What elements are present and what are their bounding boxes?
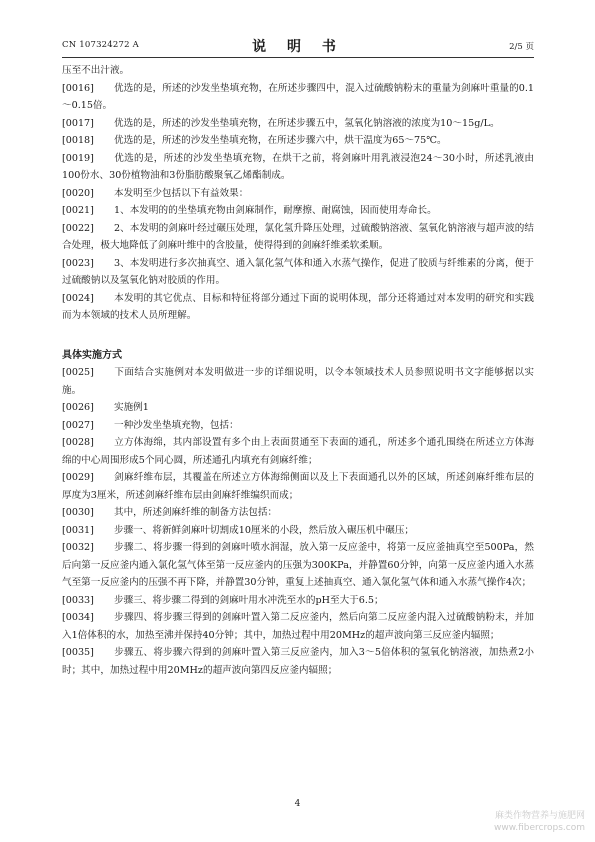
page-number: 4 xyxy=(294,799,301,809)
paragraph xyxy=(62,255,534,290)
paragraph xyxy=(62,522,534,540)
paragraph xyxy=(62,220,534,255)
paragraph xyxy=(62,202,534,220)
paragraph xyxy=(62,504,534,522)
paragraph-number: [0027] xyxy=(62,419,94,431)
paragraph xyxy=(62,290,534,325)
paragraph-number: [0019] xyxy=(62,152,94,164)
paragraph-text: 优选的是，所述的沙发坐垫填充物，在所述步骤四中，混入过硫酸钠粉末的重量为剑麻叶重量的0.1～0.15倍。 xyxy=(62,82,534,111)
paragraph-text: 立方体海绵，其内部设置有多个由上表面贯通至下表面的通孔，所述多个通孔围绕在所述立方体海绵的中心周围形成5个同心圆，所述通孔内填充有剑麻纤维； xyxy=(62,437,534,466)
paragraph-number: [0035] xyxy=(62,647,94,658)
paragraph-text: 步骤一、将新鲜剑麻叶切割成10厘米的小段，然后放入碾压机中碾压； xyxy=(114,524,415,536)
paragraph xyxy=(62,150,534,185)
paragraph-text: 步骤二、将步骤一得到的剑麻叶喷水润湿，放入第一反应釜中，将第一反应釜抽真空至500Pa，然后向第一反应釜内通入氯化氢气体至第一反应釜内的压强为300KPa，并静置60分钟，向第一反应釜内通入水蒸气至第一反应釜内的压强不再下降，并静置30分钟，重复上述抽真空、通入氯化氢气体和通入水蒸气操作4次； xyxy=(62,542,534,588)
watermark-title: 麻类作物营养与施肥网 xyxy=(494,811,585,821)
document-body xyxy=(62,62,534,679)
paragraph-number: [0023] xyxy=(62,257,94,269)
page-indicator: 2/5 页 xyxy=(509,42,534,52)
paragraph xyxy=(62,62,534,80)
page-header xyxy=(62,36,534,54)
paragraph xyxy=(62,609,534,644)
paragraph-text: 步骤五、将步骤六得到的剑麻叶置入第三反应釜内，加入3～5倍体积的氢氧化钠溶液，加热煮2小时；其中，加热过程中用20MHz的超声波向第四反应釜内辐照； xyxy=(62,647,534,676)
paragraph xyxy=(62,644,534,679)
paragraph-text: 优选的是，所述的沙发坐垫填充物，在所述步骤五中，氢氧化钠溶液的浓度为10～15g/L。 xyxy=(114,117,500,129)
paragraph-text: 一种沙发坐垫填充物，包括： xyxy=(114,419,239,431)
paragraph xyxy=(62,399,534,417)
paragraph-number: [0032] xyxy=(62,542,94,553)
paragraph-number: [0025] xyxy=(62,367,94,378)
paragraph-text: 实施例1 xyxy=(114,402,149,413)
paragraph-number: [0030] xyxy=(62,507,94,518)
paragraph xyxy=(62,185,534,203)
paragraph xyxy=(62,115,534,133)
paragraph-text: 3、本发明进行多次抽真空、通入氯化氢气体和通入水蒸气操作，促进了胶质与纤维素的分离，便于过硫酸钠以及氢氧化钠对胶质的作用。 xyxy=(62,257,534,286)
paragraph-text: 压至不出汁液。 xyxy=(62,65,130,76)
paragraph-number: [0034] xyxy=(62,612,94,623)
paragraph-number: [0017] xyxy=(62,117,94,129)
paragraph-text: 本发明至少包括以下有益效果： xyxy=(114,187,249,199)
paragraph-text: 其中，所述剑麻纤维的制备方法包括： xyxy=(114,507,278,518)
patent-number: CN 107324272 A xyxy=(62,40,139,50)
paragraph-text: 步骤三、将步骤二得到的剑麻叶用水冲洗至水的pH至大于6.5； xyxy=(114,594,384,606)
paragraph xyxy=(62,469,534,504)
paragraph-text: 下面结合实施例对本发明做进一步的详细说明，以令本领域技术人员参照说明书文字能够据以实施。 xyxy=(62,367,534,396)
paragraph xyxy=(62,417,534,435)
paragraph-number: [0026] xyxy=(62,402,94,413)
paragraph-number: [0028] xyxy=(62,437,94,448)
paragraph xyxy=(62,539,534,592)
paragraph-number: [0024] xyxy=(62,292,94,304)
section-heading: 具体实施方式 xyxy=(62,349,122,361)
paragraph-number: [0020] xyxy=(62,187,94,199)
document-title: 说 明 书 xyxy=(252,39,344,55)
paragraph-number: [0018] xyxy=(62,135,94,146)
paragraph-text: 本发明的其它优点、目标和特征将部分通过下面的说明体现，部分还将通过对本发明的研究和实践而为本领域的技术人员所理解。 xyxy=(62,292,534,321)
paragraph-text: 优选的是，所述的沙发坐垫填充物，在烘干之前，将剑麻叶用乳液浸泡24～30小时，所述乳液由100份水、30份植物油和3份脂肪酸聚氧乙烯酯制成。 xyxy=(62,152,534,181)
paragraph-number: [0016] xyxy=(62,82,94,94)
paragraph xyxy=(62,132,534,150)
paragraph-text: 1、本发明的的坐垫填充物由剑麻制作，耐摩擦、耐腐蚀，因而使用寿命长。 xyxy=(114,205,437,216)
paragraph-number: [0022] xyxy=(62,222,94,234)
paragraph-text: 步骤四、将步骤三得到的剑麻叶置入第二反应釜内，然后向第二反应釜内混入过硫酸钠粉末，并加入1倍体积的水，加热至沸并保持40分钟；其中，加热过程中用20MHz的超声波向第三反应釜内辐照； xyxy=(62,612,534,641)
paragraph-number: [0033] xyxy=(62,594,94,606)
paragraph xyxy=(62,80,534,115)
paragraph-number: [0021] xyxy=(62,205,94,216)
paragraph-text: 2、本发明的剑麻叶经过碾压处理，氯化氢升降压处理，过硫酸钠溶液、氢氧化钠溶液与超声波的结合处理，极大地降低了剑麻叶维中的含胶量，使得得到的剑麻纤维柔软柔顺。 xyxy=(62,222,534,251)
paragraph-text: 优选的是，所述的沙发坐垫填充物，在所述步骤六中，烘干温度为65～75℃。 xyxy=(114,135,447,146)
paragraph-list-bottom xyxy=(62,364,534,679)
paragraph-number: [0029] xyxy=(62,472,94,483)
watermark-url: www.fibercrops.com xyxy=(494,823,585,833)
paragraph-number: [0031] xyxy=(62,524,94,536)
paragraph xyxy=(62,364,534,399)
paragraph xyxy=(62,592,534,610)
paragraph-text: 剑麻纤维布层，其覆盖在所述立方体海绵侧面以及上下表面通孔以外的区域，所述剑麻纤维布层的厚度为3厘米，所述剑麻纤维布层由剑麻纤维编织而成； xyxy=(62,472,534,501)
site-watermark xyxy=(494,810,585,834)
paragraph-list-top xyxy=(62,62,534,325)
paragraph xyxy=(62,434,534,469)
header-divider xyxy=(62,57,534,58)
